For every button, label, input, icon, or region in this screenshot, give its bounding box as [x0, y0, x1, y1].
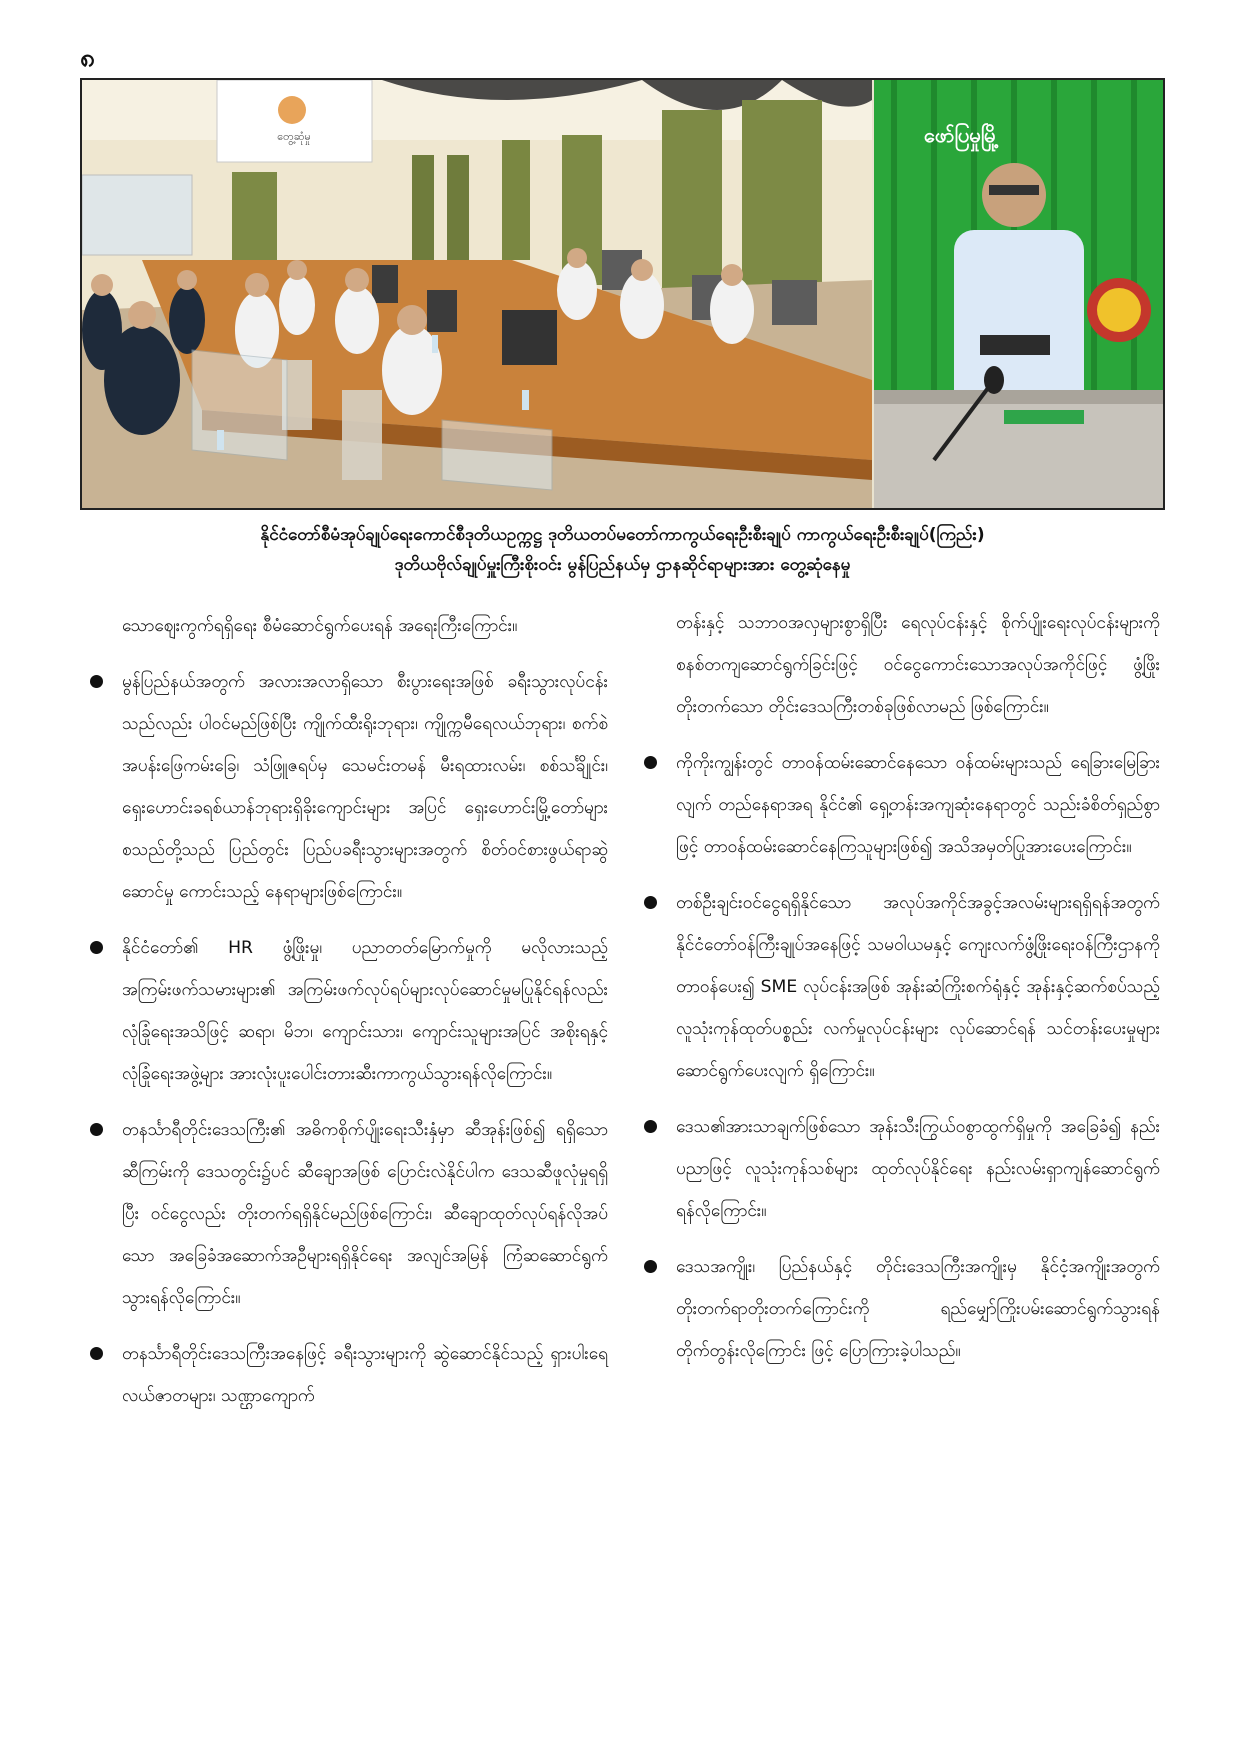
bullet-icon	[90, 1347, 103, 1360]
bullet-icon	[90, 675, 103, 688]
bullet-text: နိုင်ငံတော်၏ HR ဖွံ့ဖြိုးမှု၊ ပညာတတ်မြောက်မှုကို မလိုလားသည့် အကြမ်းဖက်သမားများ၏ အကြမ်းဖက်လုပ်ရပ်များလုပ်ဆောင်မှုမပြုနိုင်ရန်လည်း လုံခြုံရေးအသိဖြင့် ဆရာ၊ မိဘ၊ ကျောင်းသား၊ ကျောင်းသူများအပြင် အစိုးရနှင့် လုံခြုံရေးအဖွဲ့များ အားလုံးပူးပေါင်းတားဆီးကာကွယ်သွားရန်လိုကြောင်း။	[122, 938, 608, 1084]
bullet-icon	[644, 1120, 657, 1133]
screen-text: တွေ့ဆုံမှု	[277, 130, 311, 143]
photo-caption	[80, 520, 1165, 580]
bullet-icon	[644, 756, 657, 769]
bullet-text: မွန်ပြည်နယ်အတွက် အလားအလာရှိသော စီးပွားရေးအဖြစ် ခရီးသွားလုပ်ငန်းသည်လည်း ပါဝင်မည်ဖြစ်ပြီး ကျိုက်ထီးရိုးဘုရား၊ ကျိုက္ကမီရေလယ်ဘုရား၊ စက်စဲအပန်းဖြေကမ်းခြေ၊ သံဖြူဇရပ်မှ သေမင်းတမန် မီးရထားလမ်း၊ စစ်သင်္ချိုင်း၊ ရှေးဟောင်းခရစ်ယာန်ဘုရားရှိခိုးကျောင်းများ အပြင် ရှေးဟောင်းမြို့တော်များ စသည်တို့သည် ပြည်တွင်း ပြည်ပခရီးသွားများအတွက် စိတ်ဝင်စားဖွယ်ရာဆွဲဆောင်မှု ကောင်းသည့် နေရာများဖြစ်ကြောင်း။	[122, 672, 608, 902]
caption-line-2: ဒုတိယဗိုလ်ချုပ်မှူးကြီးစိုးဝင်း မွန်ပြည်နယ်မှ ဌာနဆိုင်ရာများအား တွေ့ဆုံနေမှု	[394, 555, 851, 575]
bullet-item	[640, 1106, 1160, 1232]
bullet-text: တနင်္သာရီတိုင်းဒေသကြီး၏ အဓိကစိုက်ပျိုးရေးသီးနှံမှာ ဆီအုန်းဖြစ်၍ ရရှိသောဆီကြမ်းကို ဒေသတွင်း၌ပင် ဆီချောအဖြစ် ပြောင်းလဲနိုင်ပါက ဒေသဆီဖူလုံမှုရရှိပြီး ဝင်ငွေလည်း တိုးတက်ရရှိနိုင်မည်ဖြစ်ကြောင်း၊ ဆီချောထုတ်လုပ်ရန်လိုအပ်သော အခြေခံအဆောက်အဦများရရှိနိုင်ရေး အလျင်အမြန် ကြံဆဆောင်ရွက်သွားရန်လိုကြောင်း။	[122, 1120, 608, 1308]
news-photo	[80, 78, 1165, 510]
caption-line-1: နိုင်ငံတော်စီမံအုပ်ချုပ်ရေးကောင်စီဒုတိယဥက္ကဋ္ဌ ဒုတိယတပ်မတော်ကာကွယ်ရေးဦးစီးချုပ် ကာကွယ်ရေးဦးစီးချုပ်(ကြည်း)	[260, 525, 985, 545]
bullet-icon	[644, 896, 657, 909]
bullet-icon	[90, 941, 103, 954]
bullet-text: တနင်္သာရီတိုင်းဒေသကြီးအနေဖြင့် ခရီးသွားများကို ဆွဲဆောင်နိုင်သည့် ရှားပါးရေလယ်ဇာတများ၊ သဏ္ဌာကျောက်	[122, 1344, 608, 1406]
continued-paragraph: သောဈေးကွက်ရရှိရေး စီမံဆောင်ရွက်ပေးရန် အရေးကြီးကြောင်း။	[122, 616, 518, 636]
meeting-hall-photo	[82, 80, 872, 508]
bullet-item	[86, 1333, 608, 1417]
bullet-text: ဒေသအကျိုး၊ ပြည်နယ်နှင့် တိုင်းဒေသကြီးအကျိုးမှ နိုင်ငံ့အကျိုးအတွက် တိုးတက်ရာတိုးတက်ကြောင်းကို ရည်မျှော်ကြိုးပမ်းဆောင်ရွက်သွားရန် တိုက်တွန်းလိုကြောင်း ဖြင့် ပြောကြားခဲ့ပါသည်။	[676, 1257, 1160, 1361]
backdrop-sign: ဖော်ပြမှုမြို့	[924, 123, 999, 147]
speaker-photo	[874, 80, 1165, 508]
bullet-item	[86, 661, 608, 913]
continued-paragraph: တန်းနှင့် သဘာဝအလှများစွာရှိပြီး ရေလုပ်ငန်းနှင့် စိုက်ပျိုးရေးလုပ်ငန်းများကို စနစ်တကျဆောင်ရွက်ခြင်းဖြင့် ဝင်ငွေကောင်းသောအလုပ်အကိုင်ဖြင့် ဖွံ့ဖြိုးတိုးတက်သော တိုင်းဒေသကြီးတစ်ခုဖြစ်လာမည် ဖြစ်ကြောင်း။	[676, 613, 1160, 717]
bullet-item	[86, 1109, 608, 1319]
left-column	[86, 605, 608, 1431]
bullet-item	[640, 1246, 1160, 1372]
right-column	[640, 602, 1160, 1386]
bullet-text: ဒေသ၏အားသာချက်ဖြစ်သော အုန်းသီးကြွယ်ဝစွာထွက်ရှိမှုကို အခြေခံ၍ နည်းပညာဖြင့် လူသုံးကုန်သစ်များ ထုတ်လုပ်နိုင်ရေး နည်းလမ်းရှာကျန်ဆောင်ရွက်ရန်လိုကြောင်း။	[676, 1117, 1160, 1221]
bullet-item	[640, 882, 1160, 1092]
page-number: ၈	[80, 43, 95, 73]
bullet-item	[86, 927, 608, 1095]
bullet-text: တစ်ဦးချင်းဝင်ငွေရရှိနိုင်သော အလုပ်အကိုင်အခွင့်အလမ်းများရရှိရန်အတွက် နိုင်ငံတော်ဝန်ကြီးချုပ်အနေဖြင့် သမဝါယမနှင့် ကျေးလက်ဖွံ့ဖြိုးရေးဝန်ကြီးဌာနကို တာဝန်ပေး၍ SME လုပ်ငန်းအဖြစ် အုန်းဆံကြိုးစက်ရုံနှင့် အုန်းနှင့်ဆက်စပ်သည့်လူသုံးကုန်ထုတ်ပစ္စည်း လက်မှုလုပ်ငန်းများ လုပ်ဆောင်ရန် သင်တန်းပေးမှုများ ဆောင်ရွက်ပေးလျက် ရှိကြောင်း။	[676, 893, 1160, 1081]
bullet-item	[640, 742, 1160, 868]
bullet-icon	[90, 1123, 103, 1136]
bullet-text: ကိုကိုးကျွန်းတွင် တာဝန်ထမ်းဆောင်နေသော ဝန်ထမ်းများသည် ရေခြားမြေခြားလျက် တည်နေရာအရ နိုင်ငံ၏ ရှေ့တန်းအကျဆုံးနေရာတွင် သည်းခံစိတ်ရှည်စွာဖြင့် တာဝန်ထမ်းဆောင်နေကြသူများဖြစ်၍ အသိအမှတ်ပြုအားပေးကြောင်း။	[676, 753, 1160, 857]
bullet-icon	[644, 1260, 657, 1273]
